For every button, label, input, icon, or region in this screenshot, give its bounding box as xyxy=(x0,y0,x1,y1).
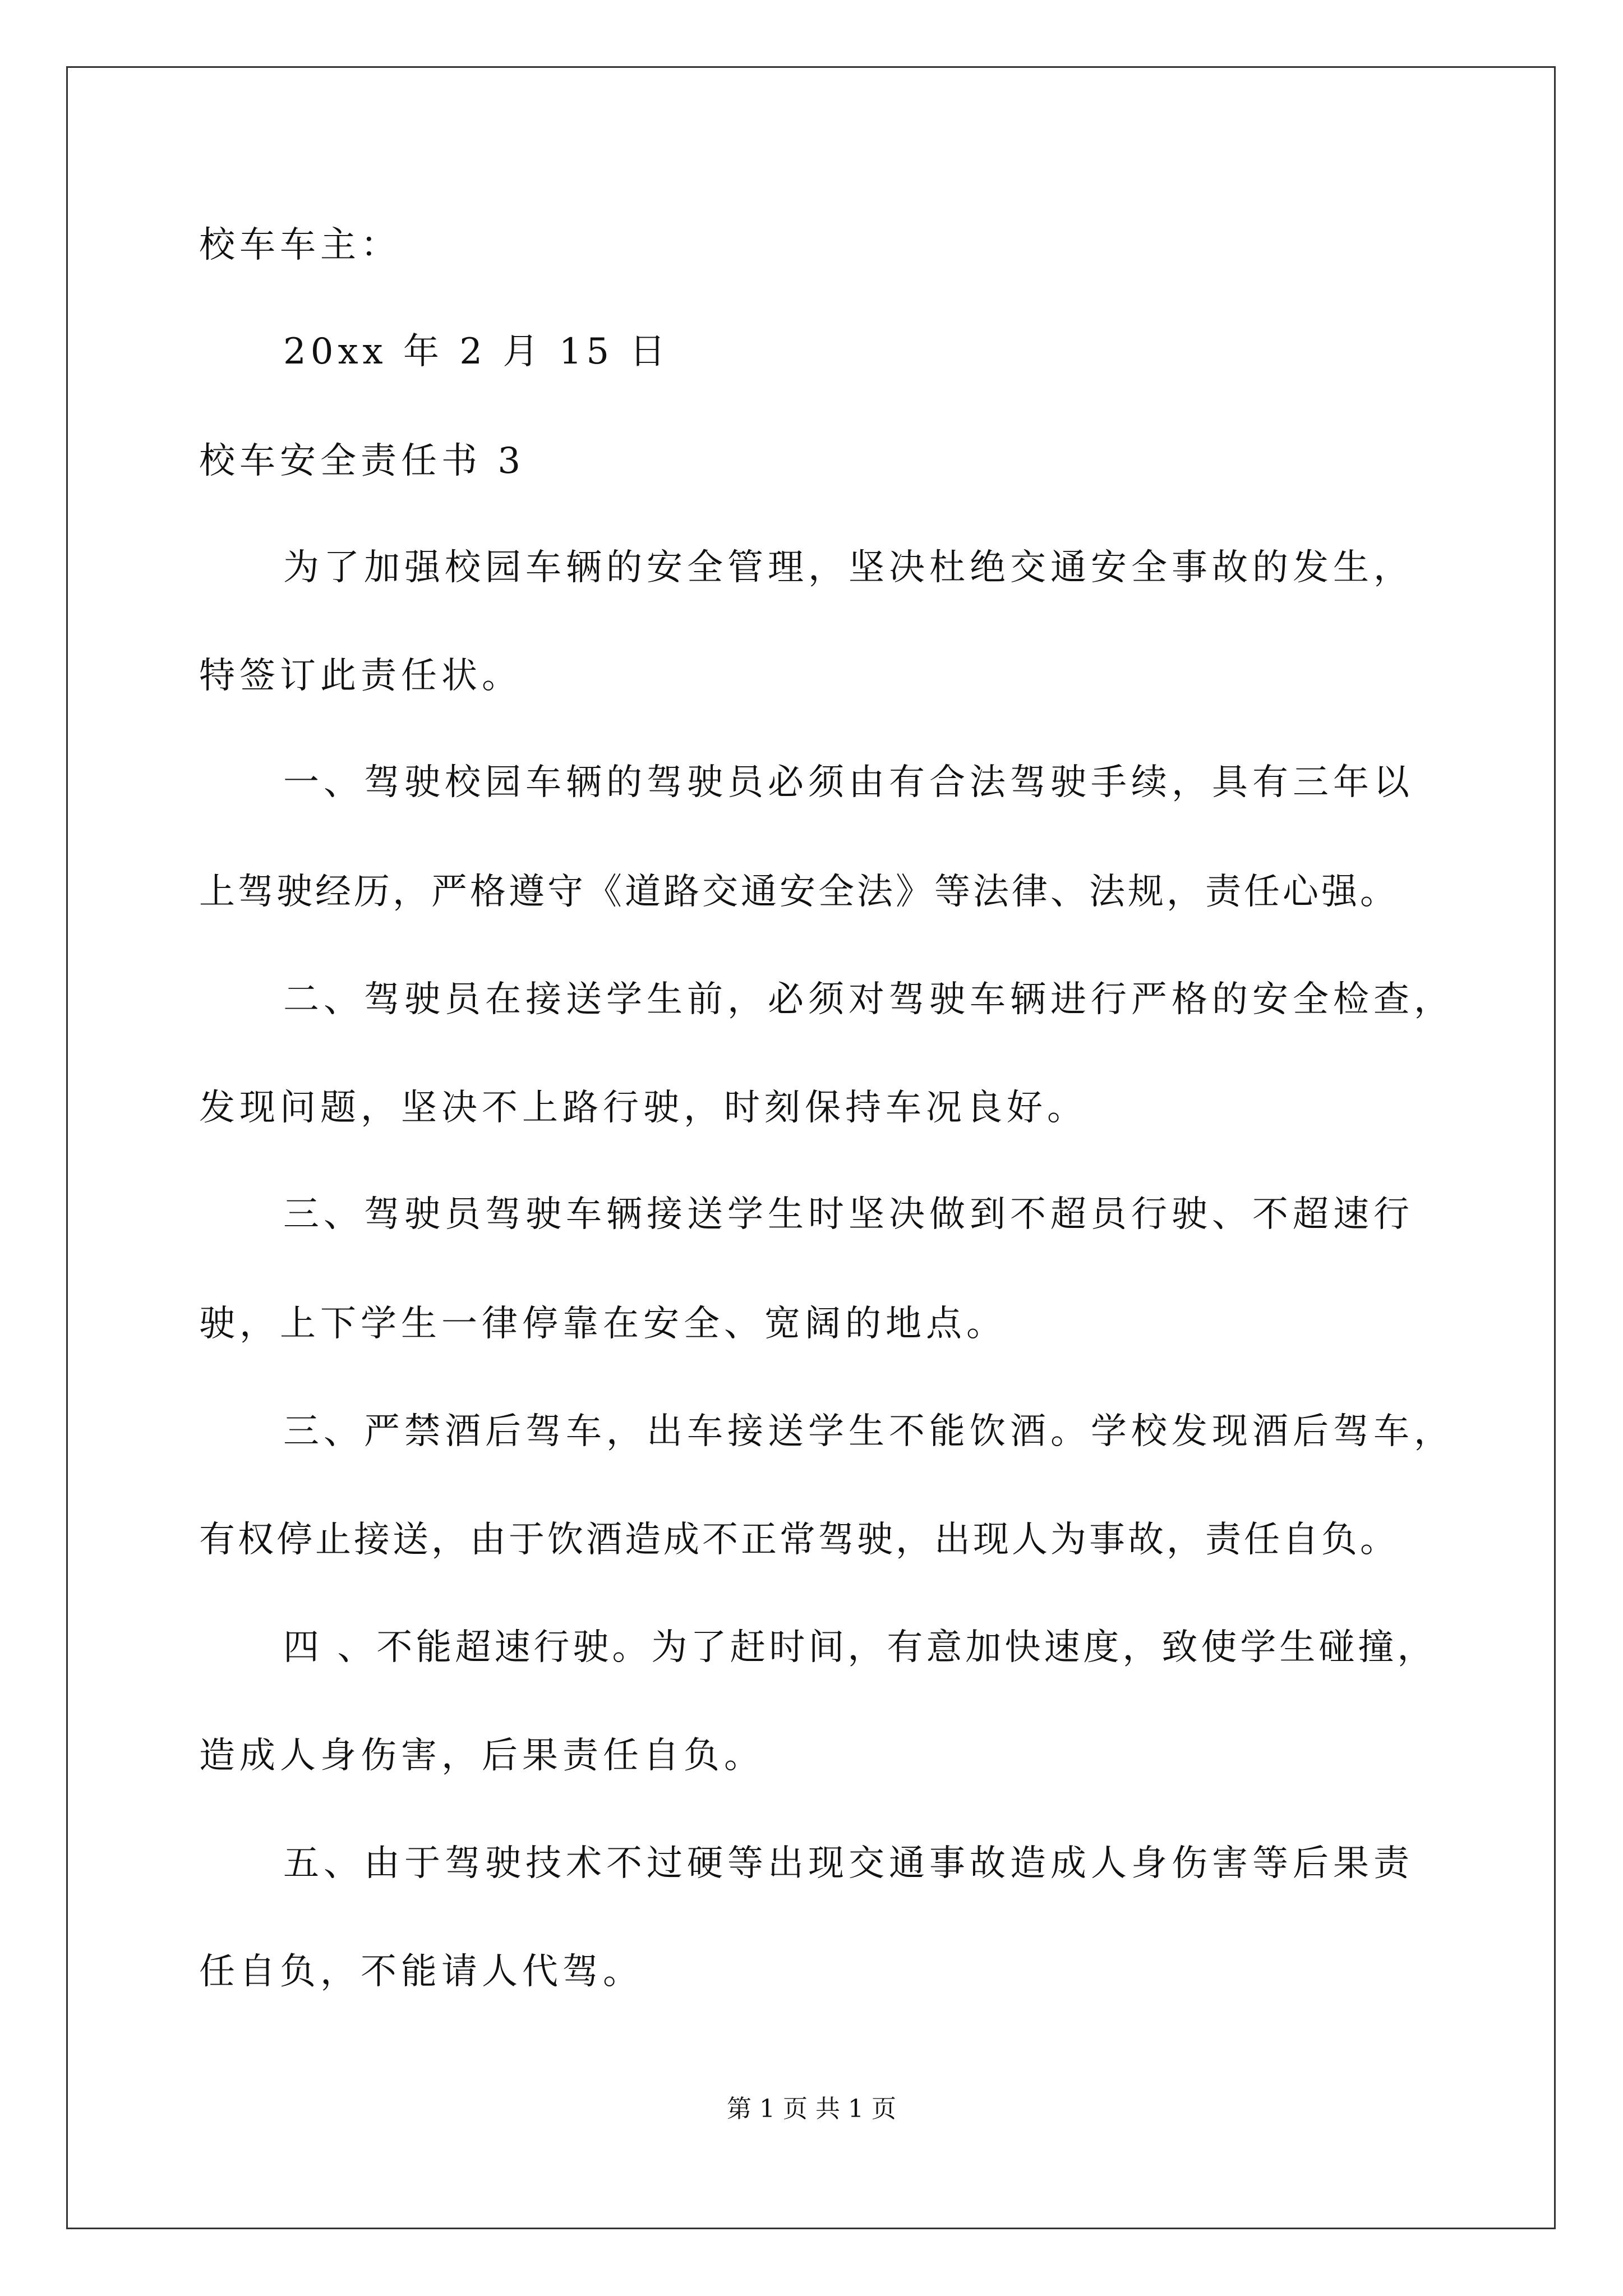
paragraph-1-line-2: 上驾驶经历，严格遵守《道路交通安全法》等法律、法规，责任心强。 xyxy=(199,871,1399,913)
page-number-footer: 第 1 页 共 1 页 xyxy=(727,2095,896,2123)
paragraph-6-line-1: 五、由于驾驶技术不过硬等出现交通事故造成人身伤害等后果责 xyxy=(283,1843,1414,1884)
paragraph-6-line-2: 任自负，不能请人代驾。 xyxy=(199,1951,643,1993)
paragraph-3-line-2: 驶，上下学生一律停靠在安全、宽阔的地点。 xyxy=(199,1303,1007,1345)
page-border xyxy=(66,66,1556,2229)
document-title: 校车安全责任书 3 xyxy=(199,440,525,482)
paragraph-1-line-1: 一、驾驶校园车辆的驾驶员必须由有合法驾驶手续，具有三年以 xyxy=(283,762,1414,803)
paragraph-3-line-1: 三、驾驶员驾驶车辆接送学生时坚决做到不超员行驶、不超速行 xyxy=(283,1194,1414,1235)
owner-signature-label: 校车车主： xyxy=(199,224,401,266)
paragraph-2-line-2: 发现问题，坚决不上路行驶，时刻保持车况良好。 xyxy=(199,1087,1087,1129)
paragraph-intro-line-1: 为了加强校园车辆的安全管理，坚决杜绝交通安全事故的发生， xyxy=(283,547,1414,588)
paragraph-intro-line-2: 特签订此责任状。 xyxy=(199,655,522,697)
date-line: 20xx 年 2 月 15 日 xyxy=(283,331,670,372)
paragraph-2-line-1: 二、驾驶员在接送学生前，必须对驾驶车辆进行严格的安全检查， xyxy=(283,979,1454,1020)
paragraph-4-line-2: 有权停止接送，由于饮酒造成不正常驾驶，出现人为事故，责任自负。 xyxy=(199,1519,1399,1561)
paragraph-5-line-2: 造成人身伤害，后果责任自负。 xyxy=(199,1735,764,1777)
paragraph-4-line-1: 三、严禁酒后驾车，出车接送学生不能饮酒。学校发现酒后驾车， xyxy=(283,1411,1454,1452)
paragraph-5-line-1: 四 、不能超速行驶。为了赶时间，有意加快速度，致使学生碰撞， xyxy=(283,1627,1437,1668)
